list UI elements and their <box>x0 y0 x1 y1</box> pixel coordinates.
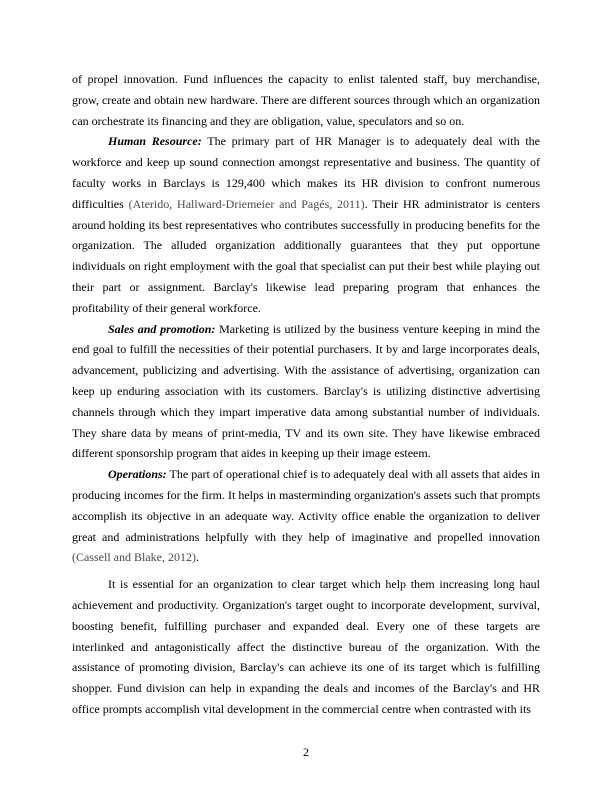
operations-text-end: . <box>195 550 199 565</box>
sales-text: Marketing is utilized by the business venture keeping in mind the end goal to fulfill the necessities of their potential purchasers. It by and large incorporates deals, advancement, publicizing and advertising. With the assistance of advertising, organization can keep up enduring association with its customers. Barclay's is utilizing distinctive advertising channels through which they impart imperative data among substantial number of individuals. They share data by means of print-media, TV and its own site. They have likewise embraced different sponsorship program that aides in keeping up their image esteem. <box>72 321 540 461</box>
paragraph-organization-targets: It is essential for an organization to clear target which help them increasing long haul achievement and productivity. Organization's target ought to incorporate development, survival, boosting benefit, fulfilling purchaser and expanded deal. Every one of these targets are interlinked and antagonistically affect the distinctive bureau of the organization. With the assistance of promoting division, Barclay's can achieve its one of its target which is fulfilling shopper. Fund division can help in expanding the deals and incomes of the Barclay's and HR office prompts accomplish vital development in the commercial centre when contrasted with its <box>72 577 540 716</box>
operations-text: The part of operational chief is to adequately deal with all assets that aides in producing incomes for the firm. It helps in masterminding organization's assets such that prompts accomplish its objective in an adequate way. Activity office enable the organization to deliver great and administrations helpfully with they help of imaginative and propelled innovation <box>72 467 540 544</box>
hr-text-part-2: . Their HR administrator is centers around holding its best representatives who contributes successfully in producing benefits for the organization. The alluded organization additionally guarantees that they put opportune individuals on right employment with the goal that specialist can put their best while playing out their part or assignment. Barclay's likewise lead preparing program that enhances the profitability of their general workforce. <box>72 196 541 315</box>
heading-sales-promotion: Sales and promotion: <box>108 321 216 336</box>
hr-text-part-1: The primary part of HR Manager is to adequately deal with the workforce and keep up sound connection amongst representative and business. The quantity of faculty works in Barclays is 129,400 which makes its HR division to confront numerous difficulties <box>72 134 540 211</box>
citation-aterido: (Aterido, Hallward-Driemeier and Pagés, 2011) <box>128 196 365 211</box>
paragraph-operations <box>72 464 540 568</box>
citation-cassell: (Cassell and Blake, 2012) <box>72 550 196 565</box>
heading-human-resource: Human Resource: <box>108 134 202 149</box>
page-number: 2 <box>303 745 309 759</box>
paragraph-human-resource <box>72 131 540 318</box>
paragraph-sales-promotion <box>72 319 540 465</box>
paragraph-finance-continuation: of propel innovation. Fund influences the capacity to enlist talented staff, buy merchandise, grow, create and obtain new hardware. There are different sources through which an organization can orchestrate its financing and they are obligation, value, speculators and so on. <box>72 72 540 128</box>
heading-operations: Operations: <box>108 467 167 482</box>
body-text <box>72 69 540 720</box>
